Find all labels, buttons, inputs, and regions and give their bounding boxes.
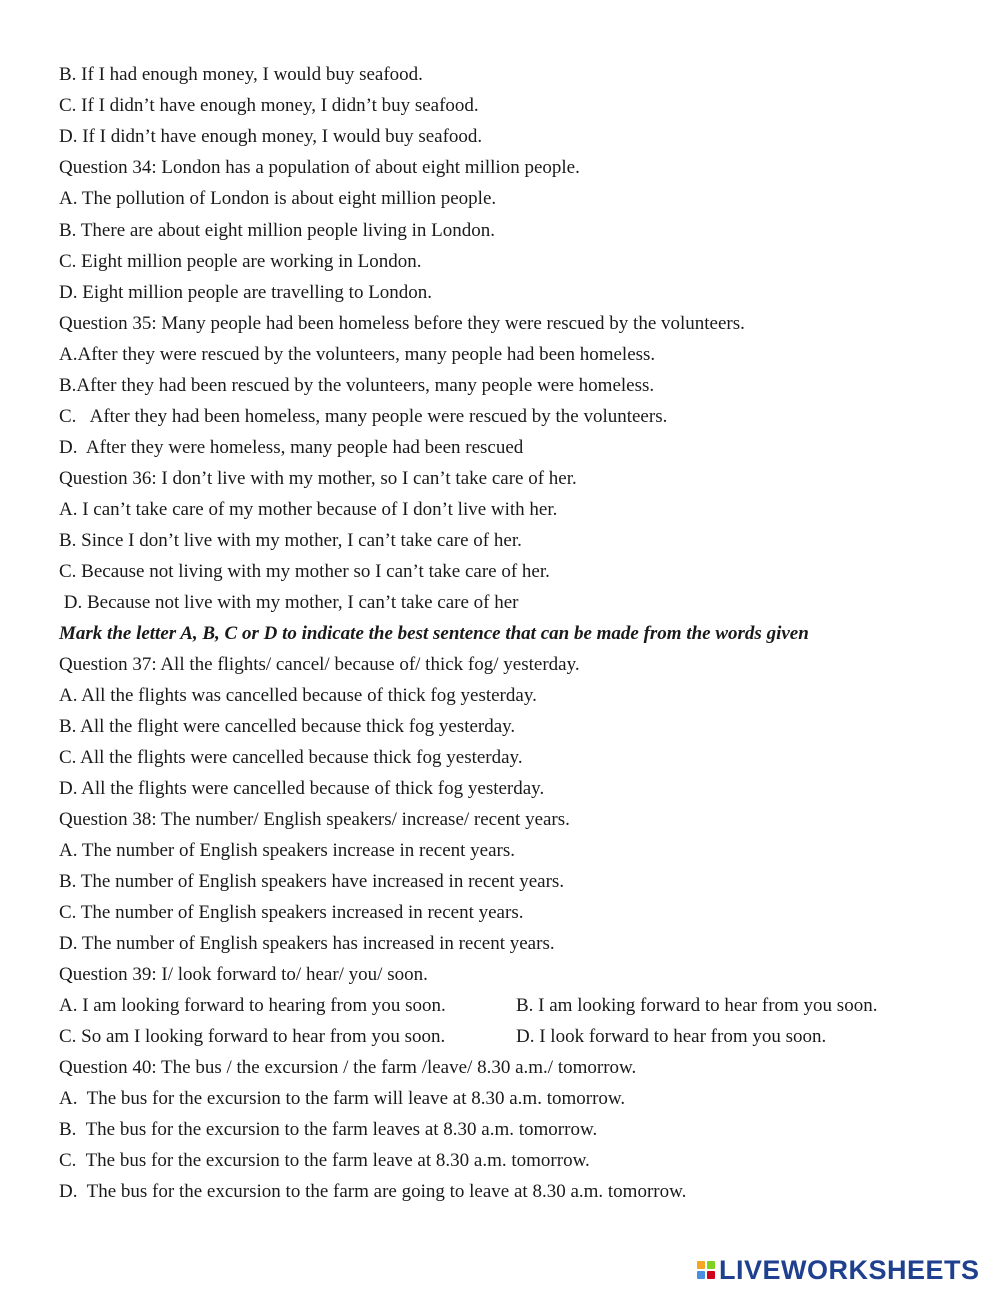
option-40-b: B. The bus for the excursion to the farm leaves at 8.30 a.m. tomorrow. <box>59 1119 598 1140</box>
question-35: Question 35: Many people had been homeless before they were rescued by the volunteers. <box>59 313 745 334</box>
option-36-b: B. Since I don’t live with my mother, I can’t take care of her. <box>59 530 522 551</box>
option-35-d: D. After they were homeless, many people had been rescued <box>59 437 524 458</box>
option-39-b: B. I am looking forward to hear from you soon. <box>516 995 878 1016</box>
option-40-c: C. The bus for the excursion to the farm leave at 8.30 a.m. tomorrow. <box>59 1150 590 1171</box>
logo-block <box>697 1261 705 1269</box>
option-39-d: D. I look forward to hear from you soon. <box>516 1026 827 1047</box>
option-35-a: A.After they were rescued by the volunteers, many people had been homeless. <box>59 344 656 365</box>
option-33-c: C. If I didn’t have enough money, I didn’t buy seafood. <box>59 95 479 116</box>
option-40-a: A. The bus for the excursion to the farm will leave at 8.30 a.m. tomorrow. <box>59 1088 626 1109</box>
option-37-c: C. All the flights were cancelled because thick fog yesterday. <box>59 747 523 768</box>
option-39-a: A. I am looking forward to hearing from you soon. <box>59 995 446 1016</box>
question-38: Question 38: The number/ English speakers/ increase/ recent years. <box>59 809 570 830</box>
option-33-b: B. If I had enough money, I would buy seafood. <box>59 64 423 85</box>
option-34-c: C. Eight million people are working in London. <box>59 251 422 272</box>
option-37-a: A. All the flights was cancelled because of thick fog yesterday. <box>59 685 537 706</box>
option-35-b: B.After they had been rescued by the volunteers, many people were homeless. <box>59 375 655 396</box>
option-39-c: C. So am I looking forward to hear from you soon. <box>59 1026 446 1047</box>
logo-blocks-icon <box>697 1261 715 1279</box>
option-33-d: D. If I didn’t have enough money, I would buy seafood. <box>59 126 483 147</box>
option-34-d: D. Eight million people are travelling to London. <box>59 282 433 303</box>
option-34-b: B. There are about eight million people living in London. <box>59 220 496 241</box>
option-36-c: C. Because not living with my mother so I can’t take care of her. <box>59 561 550 582</box>
logo-block <box>697 1271 705 1279</box>
logo-block <box>707 1271 715 1279</box>
question-40: Question 40: The bus / the excursion / the farm /leave/ 8.30 a.m./ tomorrow. <box>59 1057 637 1078</box>
option-40-d: D. The bus for the excursion to the farm are going to leave at 8.30 a.m. tomorrow. <box>59 1181 687 1202</box>
option-37-b: B. All the flight were cancelled because thick fog yesterday. <box>59 716 516 737</box>
logo-block <box>707 1261 715 1269</box>
liveworksheets-logo <box>697 1254 980 1286</box>
section-instruction: Mark the letter A, B, C or D to indicate the best sentence that can be made from the words given <box>59 623 809 644</box>
question-34: Question 34: London has a population of about eight million people. <box>59 157 580 178</box>
logo-text: LIVEWORKSHEETS <box>719 1254 980 1285</box>
question-39: Question 39: I/ look forward to/ hear/ you/ soon. <box>59 964 428 985</box>
option-38-a: A. The number of English speakers increase in recent years. <box>59 840 516 861</box>
option-38-c: C. The number of English speakers increased in recent years. <box>59 902 524 923</box>
question-37: Question 37: All the flights/ cancel/ because of/ thick fog/ yesterday. <box>59 654 580 675</box>
question-36: Question 36: I don’t live with my mother, so I can’t take care of her. <box>59 468 577 489</box>
option-35-c: C. After they had been homeless, many people were rescued by the volunteers. <box>59 406 668 427</box>
option-34-a: A. The pollution of London is about eight million people. <box>59 188 497 209</box>
option-36-a: A. I can’t take care of my mother because of I don’t live with her. <box>59 499 558 520</box>
option-38-b: B. The number of English speakers have increased in recent years. <box>59 871 565 892</box>
option-36-d: D. Because not live with my mother, I can’t take care of her <box>59 592 519 613</box>
option-37-d: D. All the flights were cancelled because of thick fog yesterday. <box>59 778 545 799</box>
option-38-d: D. The number of English speakers has increased in recent years. <box>59 933 555 954</box>
